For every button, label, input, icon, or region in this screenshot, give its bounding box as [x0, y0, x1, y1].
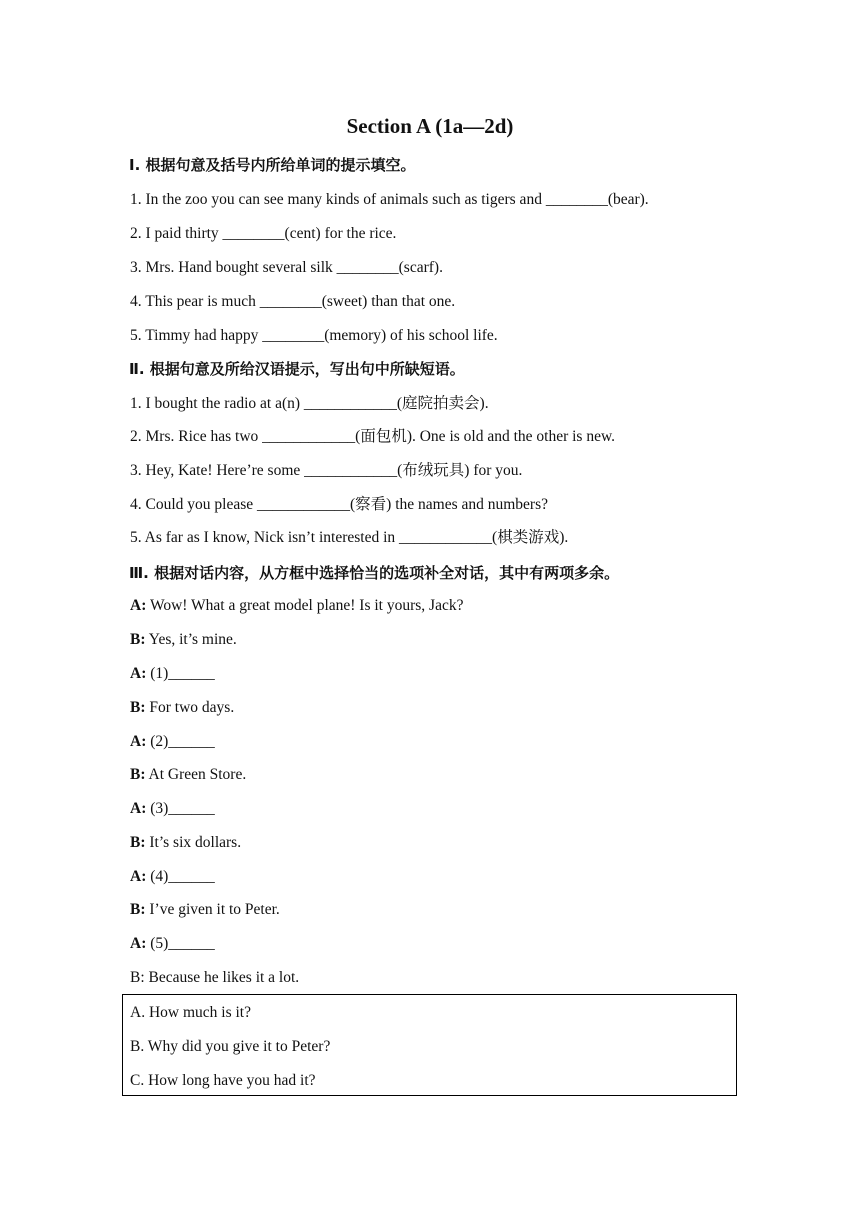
part2-heading: Ⅱ. 根据句意及所给汉语提示，写出句中所缺短语。 — [129, 360, 465, 378]
dialogue-line — [130, 698, 234, 718]
dialogue-text: (2)______ — [146, 733, 215, 750]
speaker-label: A: — [130, 733, 147, 750]
dialogue-text: Wow! What a great model plane! Is it yours, Jack? — [146, 597, 464, 614]
dialogue-text: (1)______ — [146, 665, 215, 682]
part1-item: 2. I paid thirty ________(cent) for the rice. — [130, 225, 397, 242]
dialogue-line — [130, 833, 241, 853]
dialogue-text: (4)______ — [146, 868, 215, 885]
part2-item: 2. Mrs. Rice has two ____________(面包机). One is old and the other is new. — [130, 428, 616, 445]
option-item: B. Why did you give it to Peter? — [130, 1038, 331, 1055]
part2-item: 4. Could you please ____________(察看) the names and numbers? — [130, 496, 548, 513]
part1-heading: Ⅰ. 根据句意及括号内所给单词的提示填空。 — [129, 156, 416, 174]
speaker-label: B: — [130, 699, 146, 716]
dialogue-line-last: B: Because he likes it a lot. — [130, 969, 300, 986]
dialogue-line — [130, 934, 215, 954]
dialogue-line — [130, 596, 463, 616]
part3-heading: Ⅲ. 根据对话内容，从方框中选择恰当的选项补全对话，其中有两项多余。 — [129, 564, 620, 582]
dialogue-line — [130, 867, 215, 887]
part1-item: 5. Timmy had happy ________(memory) of his school life. — [130, 327, 498, 344]
dialogue-text: At Green Store. — [145, 766, 247, 783]
part2-item: 1. I bought the radio at a(n) ____________(庭院拍卖会). — [130, 395, 489, 412]
dialogue-text: (5)______ — [146, 935, 215, 952]
dialogue-line — [130, 630, 237, 650]
dialogue-line — [130, 799, 215, 819]
speaker-label: B: — [130, 631, 146, 648]
part1-item: 1. In the zoo you can see many kinds of animals such as tigers and ________(bear). — [130, 191, 649, 208]
dialogue-text: I’ve given it to Peter. — [145, 901, 280, 918]
dialogue-text: For two days. — [145, 699, 235, 716]
dialogue-line — [130, 765, 246, 785]
speaker-label: A: — [130, 800, 147, 817]
dialogue-text: Yes, it’s mine. — [145, 631, 237, 648]
option-item: C. How long have you had it? — [130, 1072, 316, 1089]
part2-item: 3. Hey, Kate! Here’re some ____________(布绒玩具) for you. — [130, 462, 523, 479]
dialogue-text: It’s six dollars. — [145, 834, 242, 851]
speaker-label: A: — [130, 868, 147, 885]
page-title: Section A (1a—2d) — [346, 114, 514, 138]
speaker-label: B: — [130, 834, 146, 851]
options-box — [122, 994, 737, 1096]
speaker-label: A: — [130, 665, 147, 682]
part1-item: 4. This pear is much ________(sweet) than that one. — [130, 293, 456, 310]
speaker-label: A: — [130, 597, 147, 614]
speaker-label: B: — [130, 901, 146, 918]
part2-item: 5. As far as I know, Nick isn’t interested in ____________(棋类游戏). — [130, 529, 569, 546]
dialogue-line — [130, 900, 280, 920]
option-item: A. How much is it? — [130, 1004, 251, 1021]
dialogue-line — [130, 664, 215, 684]
dialogue-line — [130, 732, 215, 752]
part1-item: 3. Mrs. Hand bought several silk ________(scarf). — [130, 259, 443, 276]
dialogue-text: (3)______ — [146, 800, 215, 817]
speaker-label: A: — [130, 935, 147, 952]
speaker-label: B: — [130, 766, 146, 783]
